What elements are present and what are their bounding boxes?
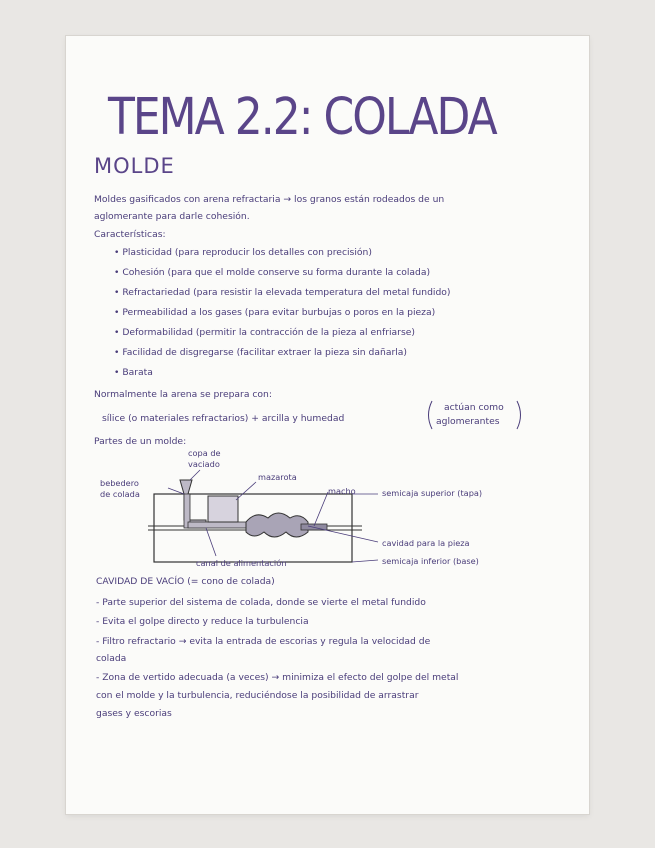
- list-item: • Barata: [114, 367, 153, 378]
- parts-label: Partes de un molde:: [94, 436, 187, 447]
- cavity-point: - Evita el golpe directo y reduce la turbulencia: [96, 616, 309, 627]
- label-semicaja-sup: semicaja superior (tapa): [382, 488, 483, 498]
- cavity: [246, 513, 308, 537]
- label-macho: macho: [328, 486, 356, 496]
- normal-text: Normalmente la arena se prepara con:: [94, 389, 272, 400]
- cavity-point: - Filtro refractario → evita la entrada de escorias y regula la velocidad de: [96, 636, 431, 647]
- list-item: • Plasticidad (para reproducir los detalles con precisión): [114, 247, 372, 258]
- label-canal: canal de alimentación: [196, 558, 287, 568]
- list-item: • Permeabilidad a los gases (para evitar burbujas o poros en la pieza): [114, 307, 436, 318]
- formula-left: sílice (o materiales refractarios) + arcilla y humedad: [102, 413, 345, 424]
- list-item: • Refractariedad (para resistir la elevada temperatura del metal fundido): [114, 287, 451, 298]
- label-bebedero: de colada: [100, 489, 140, 499]
- intro-line: Moldes gasificados con arena refractaria → los granos están rodeados de un: [94, 194, 445, 205]
- label-mazarota: mazarota: [258, 472, 297, 482]
- page-title: TEMA 2.2: COLADA: [108, 88, 496, 147]
- cavity-point: con el molde y la turbulencia, reduciéndose la posibilidad de arrastrar: [96, 690, 419, 701]
- feed-channel: [188, 522, 248, 528]
- cavity-point: - Zona de vertido adecuada (a veces) → minimiza el efecto del golpe del metal: [96, 672, 459, 683]
- intro-line: aglomerante para darle cohesión.: [94, 211, 250, 222]
- label-copa: vaciado: [188, 459, 220, 469]
- cavity-point: gases y escorias: [96, 708, 172, 719]
- section-heading: MOLDE: [94, 154, 175, 178]
- bracket-left: [423, 400, 435, 430]
- list-item: • Deformabilidad (permitir la contracción de la pieza al enfriarse): [114, 327, 415, 338]
- label-bebedero: bebedero: [100, 478, 139, 488]
- label-semicaja-inf: semicaja inferior (base): [382, 556, 479, 566]
- list-item: • Cohesión (para que el molde conserve su forma durante la colada): [114, 267, 431, 278]
- notebook-page: [66, 36, 589, 814]
- cavity-point: - Parte superior del sistema de colada, donde se vierte el metal fundido: [96, 597, 426, 608]
- label-copa: copa de: [188, 448, 221, 458]
- cavity-point: colada: [96, 653, 127, 664]
- cavity-title: CAVIDAD DE VACÍO (= cono de colada): [96, 576, 275, 587]
- list-item: • Facilidad de disgregarse (facilitar extraer la pieza sin dañarla): [114, 347, 407, 358]
- characteristics-label: Características:: [94, 229, 166, 240]
- riser: [208, 496, 238, 522]
- bracket-text: aglomerantes: [436, 416, 500, 427]
- label-cavidad: cavidad para la pieza: [382, 538, 470, 548]
- bracket-right: [514, 400, 526, 430]
- bracket-text: actúan como: [444, 402, 504, 413]
